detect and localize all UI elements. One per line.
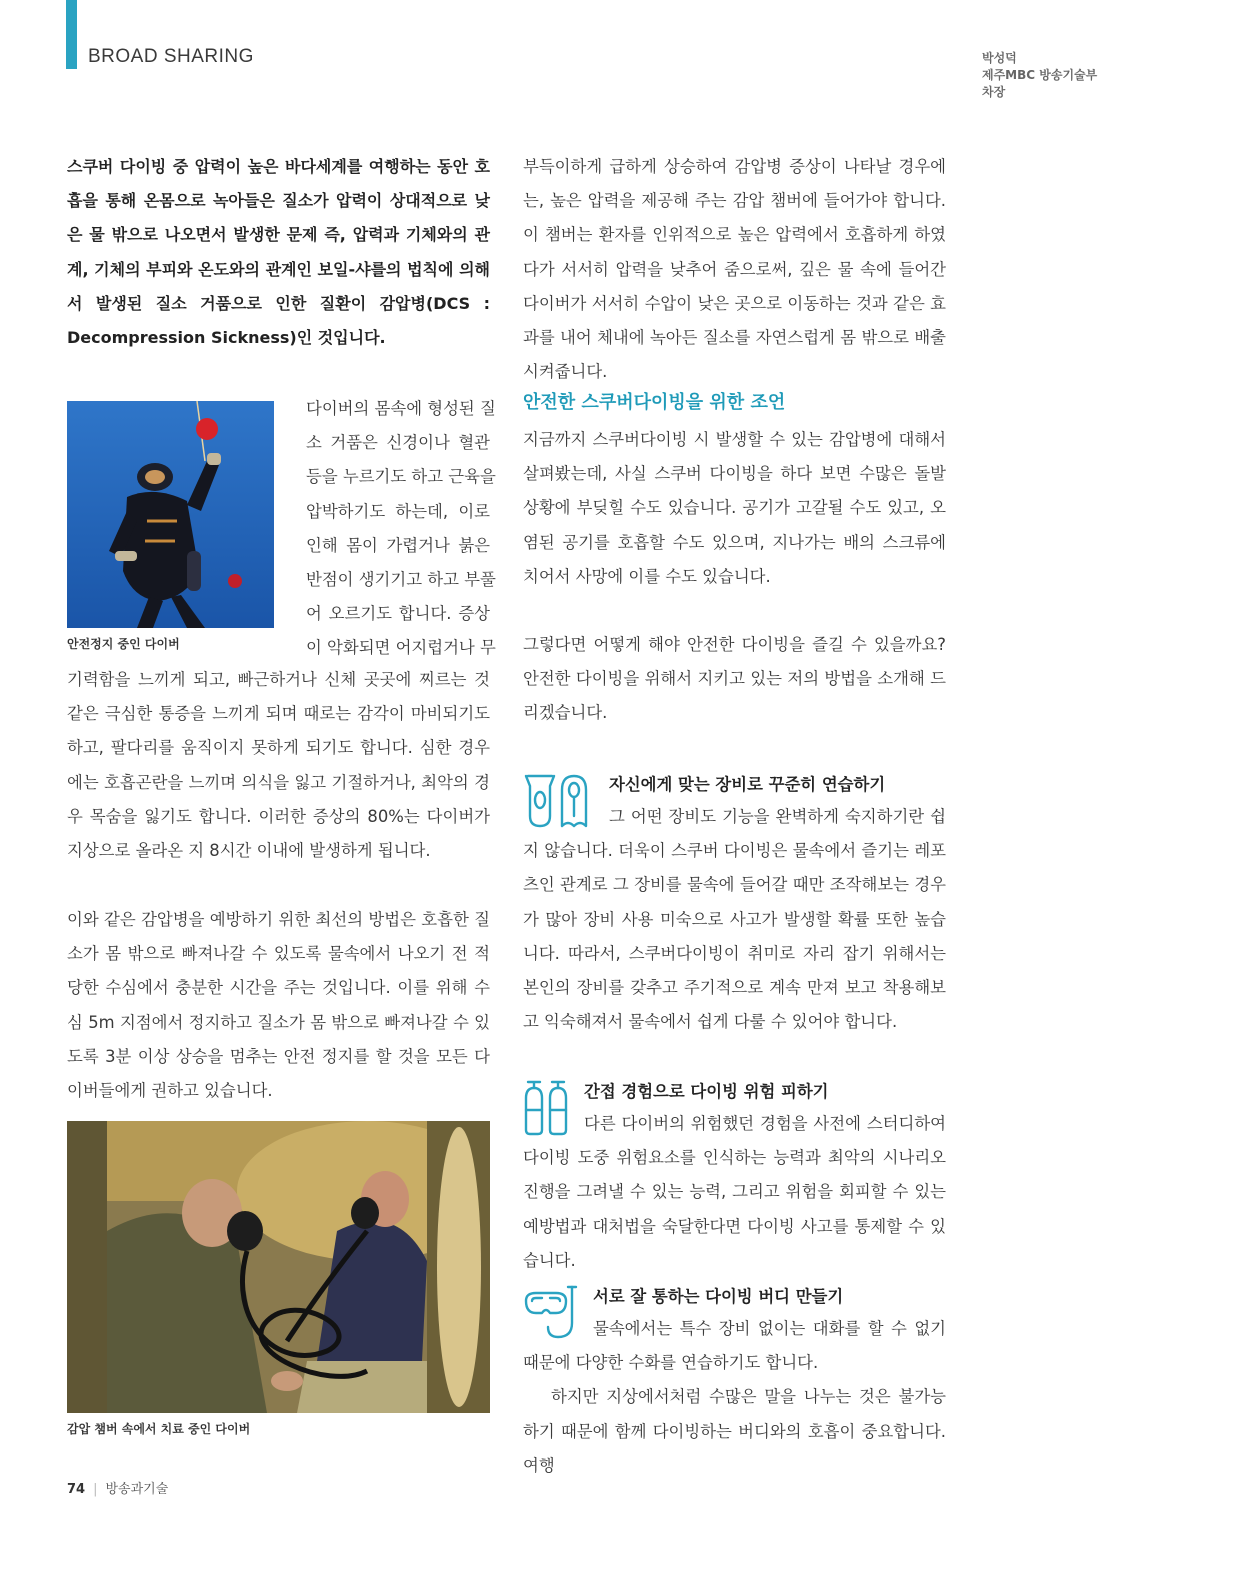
author-title: 차장 — [982, 85, 1006, 99]
text-line: 어 오르기도 합니다. 증상 — [306, 604, 490, 624]
header-accent-bar — [66, 0, 77, 69]
page-footer — [67, 1478, 168, 1497]
section-label: BROAD SHARING — [88, 46, 254, 67]
body-paragraph: 지금까지 스쿠버다이빙 시 발생할 수 있는 감압병에 대해서 살펴봤는데, 사실 스쿠버 다이빙을 하다 보면 수많은 돌발 상황에 부딪힐 수도 있습니다. 공기가 고갈될 수도 있고, 오염된 공기를 호흡할 수도 있으며, 지나가는 배의 스크류에 치어서 사망에 이를 수도 있습니다. — [523, 430, 946, 586]
tip-title: 서로 잘 통하는 다이빙 버디 만들기 — [593, 1287, 844, 1306]
tip-text — [523, 800, 946, 1039]
body-paragraph: 부득이하게 급하게 상승하여 감압병 증상이 나타날 경우에는, 높은 압력을 제공해 주는 감압 챔버에 들어가야 합니다. 이 챔버는 환자를 인위적으로 높은 압력에서 호흡하게 하였다가 서서히 압력을 낮추어 줌으로써, 깊은 물 속에 들어간 다이버가 서서히 수압이 낮은 곳으로 이동하는 것과 같은 효과를 내어 체내에 녹아든 질소를 자연스럽게 몸 밖으로 배출시켜줍니다. — [523, 157, 946, 382]
text-line: 다이버의 몸속에 형성된 질 — [306, 399, 496, 418]
decompression-chamber-photo — [67, 1121, 490, 1413]
text-line: 반점이 생기기고 하고 부풀 — [306, 570, 496, 590]
text-line: 인해 몸이 가렵거나 붉은 — [306, 535, 490, 555]
magazine-name: 방송과기술 — [105, 1482, 169, 1497]
photo-caption: 감압 챔버 속에서 치료 중인 다이버 — [67, 1422, 251, 1436]
tip-text-body: 그 어떤 장비도 기능을 완벽하게 숙지하기란 쉽지 않습니다. 더욱이 스쿠버 다이빙은 물속에서 즐기는 레포츠인 관계로 그 장비를 물속에 들어갈 때만 조작해보는 경우가 많아 장비 사용 미숙으로 사고가 발생할 확률 또한 높습니다. 따라서, 스쿠버다이빙이 취미로 자리 잡기 위해서는 본인의 장비를 갖추고 주기적으로 계속 만져 보고 착용해보고 익숙해져서 물속에서 쉽게 다룰 수 있어야 합니다. — [523, 807, 946, 1032]
page-number: 74 — [67, 1482, 86, 1497]
author-name: 박성덕 — [982, 51, 1017, 65]
diver-safety-stop-photo — [67, 401, 274, 628]
tip-text-body: 물속에서는 특수 장비 없이는 대화를 할 수 없기 때문에 다양한 수화를 연습하기도 합니다. — [523, 1319, 946, 1373]
body-paragraph: 그렇다면 어떻게 해야 안전한 다이빙을 즐길 수 있을까요? 안전한 다이빙을 위해서 지키고 있는 저의 방법을 소개해 드리겠습니다. — [523, 635, 946, 723]
tip-text — [523, 1107, 946, 1278]
photo-caption: 안전정지 중인 다이버 — [67, 637, 180, 651]
tip-title: 간접 경험으로 다이빙 위험 피하기 — [584, 1082, 829, 1101]
tip-text-body: 다른 다이버의 위험했던 경험을 사전에 스터디하여 다이빙 도중 위험요소를 인식하는 능력과 최악의 시나리오 진행을 그려낼 수 있는 능력, 그리고 위험을 회피할 수 있는 예방법과 대처법을 숙달한다면 다이빙 사고를 통제할 수 있습니다. — [523, 1114, 946, 1270]
body-paragraph: 이와 같은 감압병을 예방하기 위한 최선의 방법은 호흡한 질소가 몸 밖으로 빠져나갈 수 있도록 물속에서 나오기 전 적당한 수심에서 충분한 시간을 주는 것입니다. 이를 위해 수심 5m 지점에서 정지하고 질소가 몸 밖으로 빠져나갈 수 있도록 3분 이상 상승을 멈추는 안전 정지를 할 것을 모든 다이버들에게 권하고 있습니다. — [67, 910, 490, 1101]
text-line: 등을 누르기도 하고 근육을 — [306, 467, 496, 487]
author-org: 제주MBC 방송기술부 — [982, 68, 1098, 82]
text-line: 압박하기도 하는데, 이로 — [306, 501, 490, 521]
text-line: 이 악화되면 어지럽거나 무 — [306, 638, 496, 658]
footer-separator: | — [93, 1482, 98, 1497]
body-paragraph: 기력함을 느끼게 되고, 빠근하거나 신체 곳곳에 찌르는 것 같은 극심한 통증을 느끼게 되며 때로는 감각이 마비되기도 하고, 팔다리를 움직이지 못하게 되기도 합니다. 심한 경우에는 호흡곤란을 느끼며 의식을 잃고 기절하거나, 최악의 경우 목숨을 잃기도 합니다. 이러한 증상의 80%는 다이버가 지상으로 올라온 지 8시간 이내에 발생하게 됩니다. — [67, 670, 490, 861]
tip-title: 자신에게 맞는 장비로 꾸준히 연습하기 — [609, 775, 886, 794]
lead-paragraph: 스쿠버 다이빙 중 압력이 높은 바다세계를 여행하는 동안 호흡을 통해 온몸으로 녹아들은 질소가 압력이 상대적으로 낮은 물 밖으로 나오면서 발생한 문제 즉, 압력과 기체와의 관계, 기체의 부피와 온도와의 관계인 보일-샤를의 법칙에 의해서 발생된 질소 거품으로 인한 질환이 감압병(DCS : Decompression Sickness)인 것입니다. — [67, 157, 490, 348]
tip-text — [523, 1312, 946, 1483]
tip-text-continued: 하지만 지상에서처럼 수많은 말을 나누는 것은 불가능하기 때문에 함께 다이빙하는 버디와의 호흡이 중요합니다. 여행 — [523, 1387, 946, 1475]
section-heading: 안전한 스쿠버다이빙을 위한 조언 — [523, 392, 786, 413]
wrapped-paragraph — [306, 392, 496, 666]
author-block — [982, 50, 1097, 101]
text-line: 소 거품은 신경이나 혈관 — [306, 433, 490, 453]
